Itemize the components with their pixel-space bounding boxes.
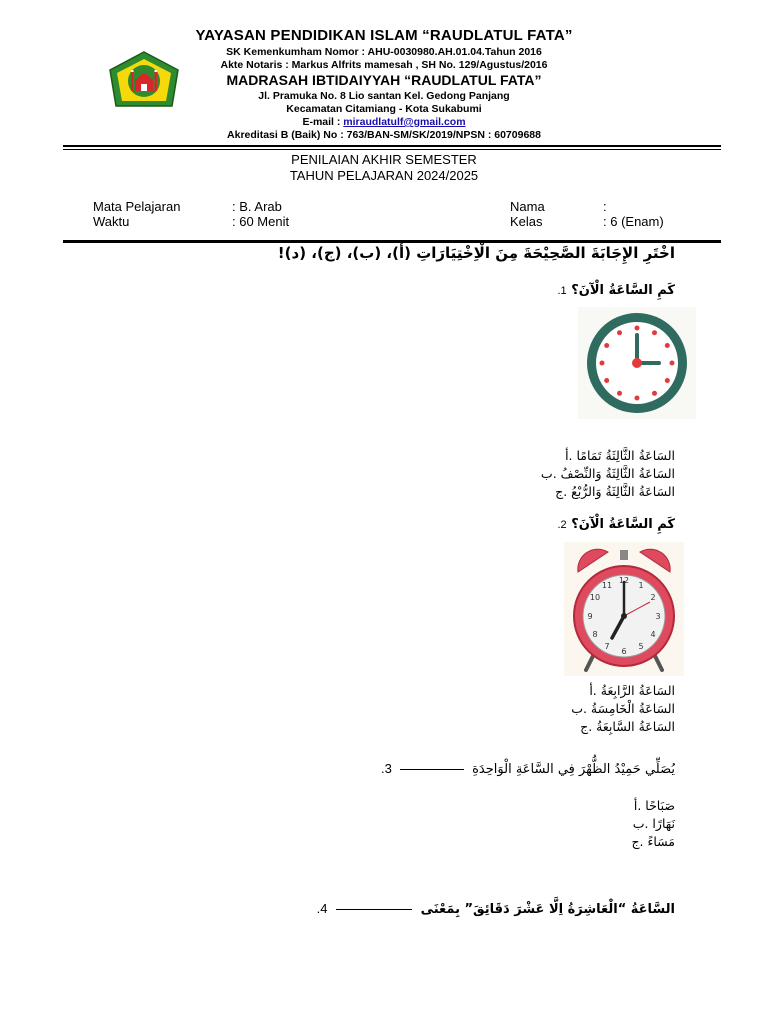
email-label: E-mail :: [302, 116, 344, 128]
svg-text:12: 12: [618, 576, 630, 585]
svg-text:6: 6: [621, 647, 627, 656]
info-divider: [63, 240, 721, 243]
svg-text:8: 8: [592, 630, 598, 639]
question-4-number: 4.: [316, 901, 328, 916]
question-3: [381, 761, 675, 777]
accreditation-line: Akreditasi B (Baik) No : 763/BAN-SM/SK/2019/NPSN : 60709688: [227, 129, 541, 141]
instruction-text: اخْتَرِ الإِجَابَةَ الصَّحِيْحَةَ مِنَ الْاِخْتِيَارَاتِ (أ)، (ب)، (ج)، (د)!: [277, 244, 675, 262]
question-1-options: [541, 447, 675, 501]
time-value: : 60 Menit: [232, 214, 290, 229]
question-4: [317, 901, 675, 917]
q1-option-b[interactable]: السَاعَةُ الثَّالِثَةُ وَالنِّصْفُ .ب: [540, 466, 675, 481]
q3-option-a[interactable]: صَبَاحًا .أ: [633, 798, 675, 813]
wall-clock-icon: [578, 307, 696, 419]
district-line: Kecamatan Citamiang - Kota Sukabumi: [286, 103, 482, 115]
class-value: : 6 (Enam): [603, 214, 664, 229]
header-divider-thin: [63, 149, 721, 150]
q2-option-a[interactable]: السَاعَةُ الرَّابِعَةُ .أ: [589, 683, 675, 698]
question-3-number: 3.: [380, 761, 392, 776]
exam-title: PENILAIAN AKHIR SEMESTER: [291, 152, 477, 167]
q2-option-b[interactable]: السَاعَةُ الْخَامِسَةُ .ب: [571, 701, 675, 716]
question-3-options: [631, 797, 675, 851]
subject-label: Mata Pelajaran: [93, 199, 181, 214]
sk-line: SK Kemenkumham Nomor : AHU-0030980.AH.01.04.Tahun 2016: [226, 46, 542, 58]
question-1-number: 1.: [557, 285, 567, 297]
foundation-title: YAYASAN PENDIDIKAN ISLAM “RAUDLATUL FATA”: [195, 27, 573, 44]
question-4-blank: [336, 909, 412, 910]
school-name: MADRASAH IBTIDAIYYAH “RAUDLATUL FATA”: [226, 72, 542, 88]
svg-text:5: 5: [638, 642, 644, 651]
email-link[interactable]: miraudlatulf@gmail.com: [343, 116, 466, 128]
class-label: Kelas: [510, 214, 543, 229]
svg-text:7: 7: [604, 642, 610, 651]
akte-line: Akte Notaris : Markus Alfrits mamesah , SH No. 129/Agustus/2016: [220, 59, 548, 71]
question-2-options: [571, 682, 675, 736]
svg-text:9: 9: [587, 612, 593, 621]
alarm-clock-icon: [564, 542, 684, 676]
header-divider: [63, 145, 721, 147]
svg-text:4: 4: [650, 630, 656, 639]
question-4-text: السَّاعَةُ “الْعَاشِرَةُ اِلَّا عَشْرَ دَقَائِقَ” بِمَعْنَى: [420, 902, 675, 917]
svg-text:2: 2: [650, 593, 656, 602]
address-line: Jl. Pramuka No. 8 Lio santan Kel. Gedong Panjang: [258, 90, 510, 102]
name-label: Nama: [510, 199, 545, 214]
question-1-text: كَمِ السَّاعَةُ الْآنَ؟: [571, 283, 675, 298]
time-label: Waktu: [93, 214, 130, 229]
q2-option-c[interactable]: السَاعَةُ السَّابِعَةُ .ج: [580, 719, 675, 734]
subject-value: : B. Arab: [232, 199, 282, 214]
question-2: [557, 517, 675, 532]
exam-year: TAHUN PELAJARAN 2024/2025: [289, 168, 479, 183]
email-line: [0, 116, 768, 128]
svg-text:10: 10: [589, 593, 601, 602]
question-1: [557, 283, 675, 298]
q3-option-c[interactable]: مَسَاءً .ج: [631, 834, 675, 849]
svg-text:3: 3: [655, 612, 661, 621]
svg-text:1: 1: [638, 581, 644, 590]
q1-option-a[interactable]: السَاعَةُ الثَّالِثَةُ تَمَامًا .أ: [565, 448, 675, 463]
q1-option-c[interactable]: السَاعَةُ الثَّالِثَةُ وَالرُّبْعُ .ج: [555, 484, 675, 499]
question-3-blank: [400, 769, 464, 770]
svg-text:11: 11: [601, 581, 613, 590]
name-value: :: [603, 199, 607, 214]
q3-option-b[interactable]: نَهَارًا .ب: [632, 816, 675, 831]
question-2-text: كَمِ السَّاعَةُ الْآنَ؟: [571, 517, 675, 532]
question-3-text: يُصَلِّي حَمِيْدُ الظُّهْرَ فِي السَّاعَةِ الْوَاحِدَةِ: [472, 762, 675, 777]
question-2-number: 2.: [557, 519, 567, 531]
school-crest-icon: [106, 50, 182, 114]
